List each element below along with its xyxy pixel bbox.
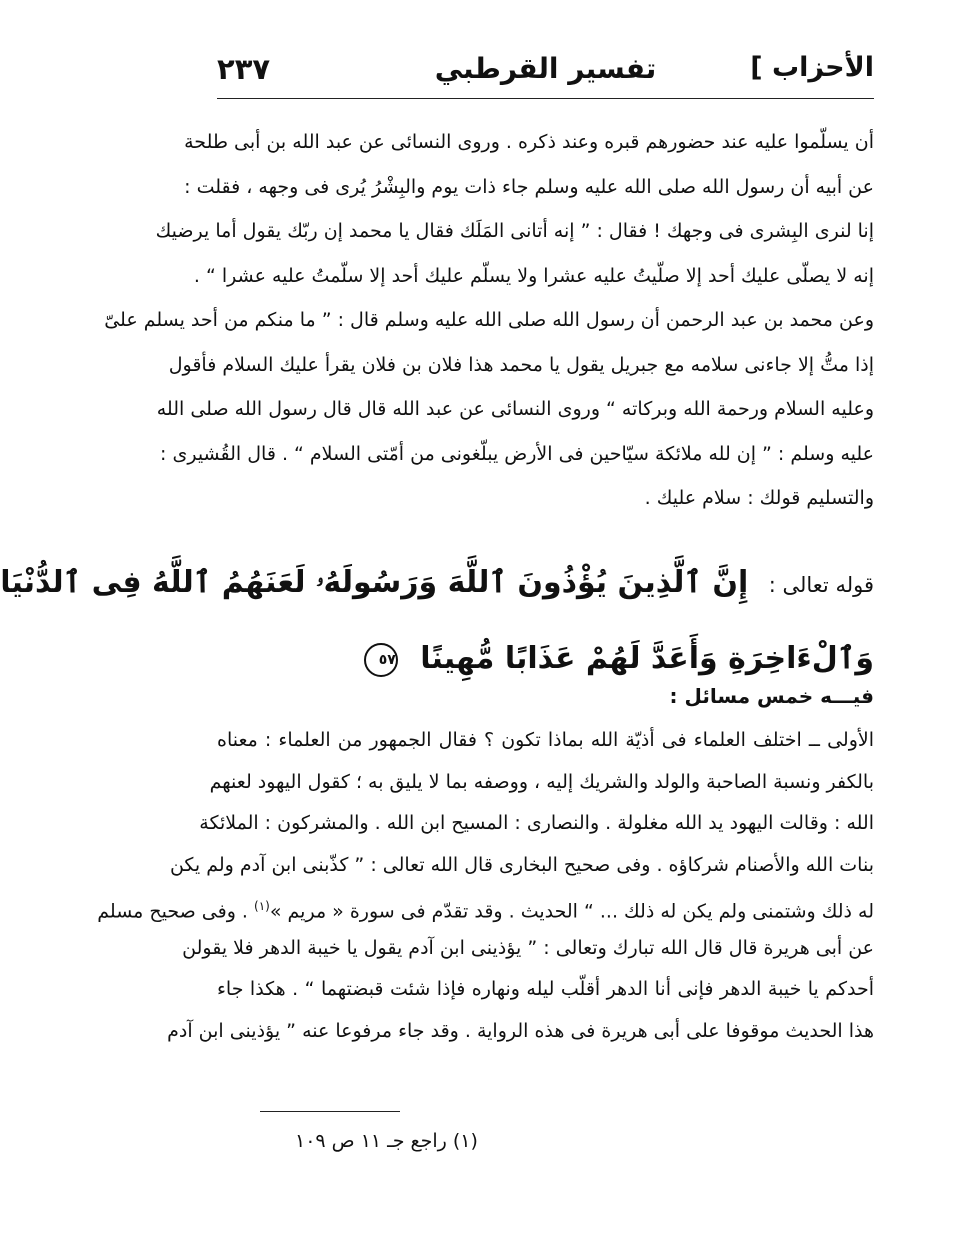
verse-intro: قوله تعالى : bbox=[768, 573, 874, 597]
text-line: إذا متُّ إلا جاءنى سلامه مع جبريل يقول يا محمد هذا فلان بن فلان يقرأ عليك السلام فأقول bbox=[168, 353, 874, 376]
verse-text-2: وَٱلْءَاخِرَةِ وَأَعَدَّ لَهُمْ عَذَابًا مُّهِينًا bbox=[420, 641, 874, 676]
book-title: تفسير القرطبي bbox=[434, 52, 657, 85]
footnote: (١) راجع جـ ١١ ص ١٠٩ bbox=[295, 1130, 478, 1152]
page-number: ٢٣٧ bbox=[217, 52, 271, 86]
ayah-number-marker: ٥٧ bbox=[364, 643, 398, 677]
text-line: عليه وسلم : ” إن لله ملائكة سيّاحين فى الأرض يبلّغونى من أمّتى السلام “ . قال القُشيرى : bbox=[160, 442, 874, 465]
text-line: إنه لا يصلّى عليك أحد إلا صلّيتُ عليه عشرا ولا يسلّم عليك أحد إلا سلّمتُ عليه عشرا “ . bbox=[193, 264, 874, 287]
text-line: أن يسلّموا عليه عند حضورهم قبره وعند ذكره . وروى النسائى عن عبد الله بن أبى طلحة bbox=[184, 131, 874, 153]
verse-line-1 bbox=[0, 545, 874, 621]
text-line: الله : وقالت اليهود يد الله مغلولة . والنصارى : المسيح ابن الله . والمشركون : الملائكة bbox=[199, 812, 874, 834]
text-line: وعن محمد بن عبد الرحمن أن رسول الله صلى الله عليه وسلم قال : ” ما منكم من أحد يسلم علىّ bbox=[104, 309, 874, 331]
text-segment: له ذلك وشتمنى ولم يكن له ذلك ... “ الحديث . وقد تقدّم فى سورة « مريم » bbox=[269, 900, 874, 923]
text-line: أحدكم يا خيبة الدهر فإنى أنا الدهر أقلّب ليله ونهاره فإذا شئت قبضتهما “ . هكذا جاء bbox=[217, 978, 874, 1000]
text-line: عن أبى هريرة قال قال الله تبارك وتعالى : ” يؤذينى ابن آدم يقول يا خيبة الدهر فلا يقولن bbox=[182, 936, 874, 959]
text-line: والتسليم قولك : سلام عليك . bbox=[644, 487, 874, 509]
paragraph-commentary-2 bbox=[97, 720, 874, 1052]
quran-verse bbox=[0, 545, 874, 697]
verse-text-1: إِنَّ ٱلَّذِينَ يُؤْذُونَ ٱللَّهَ وَرَسُولَهُۥ لَعَنَهُمُ ٱللَّهُ فِى ٱلدُّنْيَا bbox=[0, 565, 749, 600]
footnote-divider bbox=[260, 1111, 400, 1112]
surah-name: الأحزاب ] bbox=[750, 52, 874, 83]
paragraph-commentary-1 bbox=[104, 120, 874, 521]
text-line-with-footnote bbox=[97, 886, 874, 928]
text-line: عن أبيه أن رسول الله صلى الله عليه وسلم جاء ذات يوم والبِشْرُ يُرى فى وجهه ، فقلت : bbox=[184, 175, 874, 198]
section-heading: فيـــه خمس مسائل : bbox=[669, 684, 874, 708]
footnote-reference: (١) bbox=[254, 899, 270, 913]
text-line: هذا الحديث موقوفا على أبى هريرة فى هذه الرواية . وقد جاء مرفوعا عنه ” يؤذينى ابن آدم bbox=[167, 1019, 874, 1042]
header-divider bbox=[217, 98, 874, 99]
running-header bbox=[217, 44, 874, 98]
text-segment: . وفى صحيح مسلم bbox=[97, 900, 248, 923]
text-line: إنا لنرى البِشرى فى وجهك ! فقال : ” إنه أتانى المَلَك فقال يا محمد إن ربّك يقول أما يرضيك bbox=[155, 220, 874, 242]
text-line: بالكفر ونسبة الصاحبة والولد والشريك إليه ، ووصفه بما لا يليق به ؛ كقول اليهود لعنهم bbox=[209, 770, 874, 793]
text-line: وعليه السلام ورحمة الله وبركاته “ وروى النسائى عن عبد الله قال قال رسول الله صلى الله bbox=[156, 398, 874, 420]
text-line: الأولى ــ اختلف العلماء فى أذيّة الله بماذا تكون ؟ فقال الجمهور من العلماء : معناه bbox=[217, 729, 874, 751]
text-line: بنات الله والأصنام شركاؤه . وفى صحيح البخارى قال الله تعالى : ” كذّبنى ابن آدم ولم يكن bbox=[169, 853, 874, 876]
